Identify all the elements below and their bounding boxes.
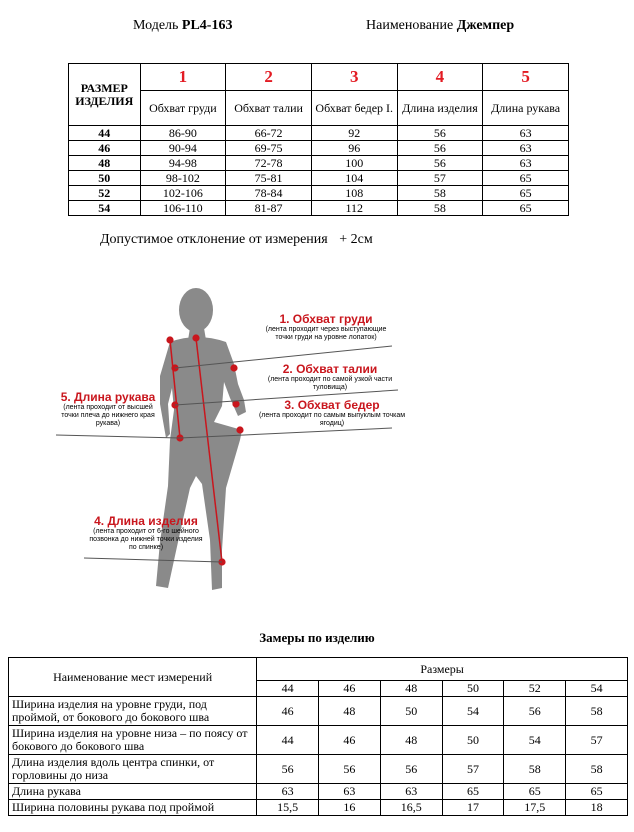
- col-num: 4: [397, 64, 483, 91]
- value-cell: 46: [257, 697, 319, 726]
- label-chest: [256, 312, 396, 342]
- table-row: [9, 726, 628, 755]
- value-cell: 17: [442, 800, 504, 816]
- value-cell: 54: [442, 697, 504, 726]
- value-cell: 65: [483, 171, 569, 186]
- size-header-cell: 50: [442, 681, 504, 697]
- col-num: 1: [140, 64, 226, 91]
- col-num: 5: [483, 64, 569, 91]
- value-cell: 58: [504, 755, 566, 784]
- value-cell: 86-90: [140, 126, 226, 141]
- value-cell: 48: [319, 697, 381, 726]
- model-label: Модель: [133, 18, 179, 33]
- value-cell: 17,5: [504, 800, 566, 816]
- size-cell: 52: [69, 186, 141, 201]
- value-cell: 106-110: [140, 201, 226, 216]
- measure-table: [8, 657, 628, 816]
- value-cell: 48: [380, 726, 442, 755]
- value-cell: 65: [483, 201, 569, 216]
- table-row: [69, 186, 569, 201]
- value-cell: 54: [504, 726, 566, 755]
- table-row: [69, 171, 569, 186]
- label-length: [86, 514, 206, 552]
- label-note: (лента проходит по самым выпуклым точкам ягодиц): [258, 412, 406, 427]
- table-row: [9, 697, 628, 726]
- table-row: [9, 755, 628, 784]
- tolerance-note: [100, 232, 373, 248]
- label-title: 3. Обхват бедер: [284, 398, 380, 412]
- name-value: Джемпер: [456, 18, 515, 33]
- label-waist: [260, 362, 400, 392]
- label-sleeve: [56, 390, 160, 428]
- tolerance-value: + 2см: [339, 232, 373, 247]
- value-cell: 56: [397, 156, 483, 171]
- col-header: Длина рукава: [483, 91, 569, 126]
- name-label: Наименование: [366, 18, 454, 33]
- label-hips: [258, 398, 406, 428]
- value-cell: 56: [319, 755, 381, 784]
- value-cell: 44: [257, 726, 319, 755]
- label-title: 2. Обхват талии: [282, 362, 378, 376]
- measure-label: Длина рукава: [9, 784, 257, 800]
- size-header-cell: 44: [257, 681, 319, 697]
- value-cell: 50: [442, 726, 504, 755]
- label-note: (лента проходит через выступающие точки груди на уровне лопаток): [265, 326, 387, 341]
- value-cell: 75-81: [226, 171, 312, 186]
- size-header-cell: 52: [504, 681, 566, 697]
- size-cell: 44: [69, 126, 141, 141]
- size-header-cell: 46: [319, 681, 381, 697]
- value-cell: 56: [257, 755, 319, 784]
- table-row: [69, 201, 569, 216]
- size-cell: 50: [69, 171, 141, 186]
- measure-corner: Наименование мест измерений: [9, 658, 257, 697]
- value-cell: 56: [397, 126, 483, 141]
- size-cell: 48: [69, 156, 141, 171]
- value-cell: 81-87: [226, 201, 312, 216]
- model-header: [133, 18, 232, 34]
- size-table: [68, 63, 569, 216]
- size-header-cell: 54: [566, 681, 628, 697]
- table-row: [69, 126, 569, 141]
- measure-label: Ширина изделия на уровне низа – по поясу от бокового до бокового шва: [9, 726, 257, 755]
- label-title: 5. Длина рукава: [60, 390, 156, 404]
- value-cell: 18: [566, 800, 628, 816]
- value-cell: 104: [311, 171, 397, 186]
- table-row: [69, 156, 569, 171]
- value-cell: 65: [566, 784, 628, 800]
- table-row: [69, 141, 569, 156]
- size-header-cell: 48: [380, 681, 442, 697]
- value-cell: 92: [311, 126, 397, 141]
- table-row: [9, 784, 628, 800]
- value-cell: 56: [504, 697, 566, 726]
- value-cell: 72-78: [226, 156, 312, 171]
- value-cell: 102-106: [140, 186, 226, 201]
- label-title: 4. Длина изделия: [94, 514, 198, 528]
- label-note: (лента проходит от 6-го шейного позвонка до нижней точки изделия по спинке): [89, 528, 203, 551]
- value-cell: 63: [483, 156, 569, 171]
- size-cell: 54: [69, 201, 141, 216]
- value-cell: 65: [504, 784, 566, 800]
- value-cell: 94-98: [140, 156, 226, 171]
- value-cell: 58: [566, 697, 628, 726]
- col-header: Обхват бедер I.: [311, 91, 397, 126]
- value-cell: 108: [311, 186, 397, 201]
- label-title: 1. Обхват груди: [279, 312, 373, 326]
- value-cell: 63: [319, 784, 381, 800]
- measure-label: Длина изделия вдоль центра спинки, от горловины до низа: [9, 755, 257, 784]
- model-code: PL4-163: [181, 18, 233, 33]
- col-header: Длина изделия: [397, 91, 483, 126]
- value-cell: 78-84: [226, 186, 312, 201]
- value-cell: 58: [397, 201, 483, 216]
- value-cell: 57: [566, 726, 628, 755]
- value-cell: 56: [397, 141, 483, 156]
- size-cell: 46: [69, 141, 141, 156]
- value-cell: 63: [257, 784, 319, 800]
- value-cell: 50: [380, 697, 442, 726]
- measure-label: Ширина изделия на уровне груди, под проймой, от бокового до бокового шва: [9, 697, 257, 726]
- sizes-header: Размеры: [257, 658, 628, 681]
- value-cell: 58: [566, 755, 628, 784]
- value-cell: 16: [319, 800, 381, 816]
- value-cell: 112: [311, 201, 397, 216]
- measure-title: Замеры по изделию: [259, 630, 375, 645]
- col-num: 3: [311, 64, 397, 91]
- value-cell: 65: [483, 186, 569, 201]
- col-header: Обхват груди: [140, 91, 226, 126]
- measure-label: Ширина половины рукава под проймой: [9, 800, 257, 816]
- value-cell: 46: [319, 726, 381, 755]
- value-cell: 65: [442, 784, 504, 800]
- value-cell: 69-75: [226, 141, 312, 156]
- col-num: 2: [226, 64, 312, 91]
- value-cell: 58: [397, 186, 483, 201]
- value-cell: 66-72: [226, 126, 312, 141]
- value-cell: 15,5: [257, 800, 319, 816]
- value-cell: 57: [442, 755, 504, 784]
- value-cell: 98-102: [140, 171, 226, 186]
- label-note: (лента проходит от высшей точки плеча до нижнего края рукава): [61, 404, 155, 427]
- value-cell: 16,5: [380, 800, 442, 816]
- table-row: [9, 800, 628, 816]
- size-corner: РАЗМЕР ИЗДЕЛИЯ: [69, 64, 141, 126]
- label-note: (лента проходит по самой узкой части туловища): [267, 376, 393, 391]
- tolerance-text: Допустимое отклонение от измерения: [100, 232, 328, 247]
- value-cell: 63: [483, 141, 569, 156]
- value-cell: 90-94: [140, 141, 226, 156]
- value-cell: 56: [380, 755, 442, 784]
- value-cell: 63: [380, 784, 442, 800]
- value-cell: 96: [311, 141, 397, 156]
- value-cell: 100: [311, 156, 397, 171]
- col-header: Обхват талии: [226, 91, 312, 126]
- value-cell: 63: [483, 126, 569, 141]
- name-header: [366, 18, 514, 34]
- value-cell: 57: [397, 171, 483, 186]
